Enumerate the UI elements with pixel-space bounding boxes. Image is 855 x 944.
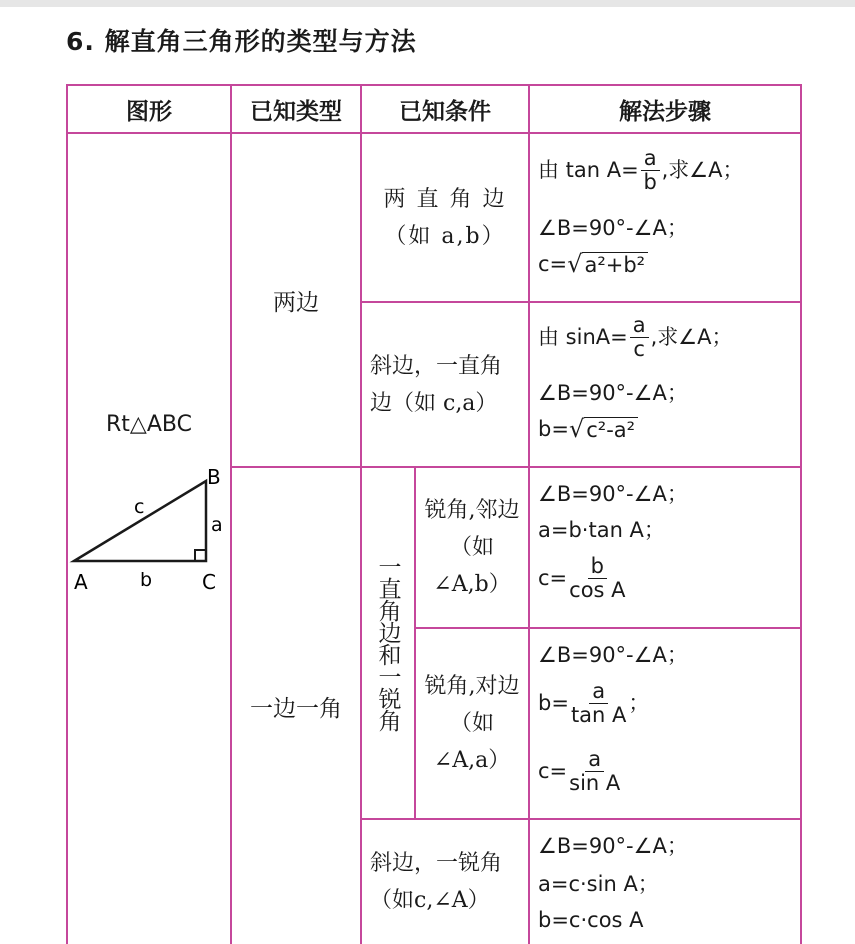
solution-table [66, 84, 802, 944]
solution-line: a=b·tan A； [538, 518, 665, 542]
side-c-label: c [134, 496, 145, 518]
solution-row2 [530, 303, 800, 466]
square-root [569, 417, 638, 441]
solution-text: b= [538, 691, 569, 715]
right-angle-mark [195, 550, 206, 561]
numerator: a [641, 148, 660, 171]
radical-sign: √ [567, 250, 583, 278]
solution-text: c= [538, 566, 568, 590]
condition-row2: 斜边，一直角边（如 c,a） [370, 353, 503, 416]
solution-line: ∠B=90°-∠A； [538, 482, 688, 506]
fraction [571, 681, 626, 726]
solution-line: ∠B=90°-∠A； [538, 834, 688, 858]
solution-text: ,求∠A； [650, 325, 733, 349]
section-title: 6. 解直角三角形的类型与方法 [66, 27, 417, 56]
solution-line [538, 417, 638, 441]
header-known-condition: 已知条件 [399, 98, 491, 125]
condition-row5: 斜边，一锐角（如c,∠A） [370, 851, 503, 913]
solution-row1 [530, 134, 800, 301]
solution-text: b= [538, 416, 569, 441]
header-figure: 图形 [126, 98, 172, 125]
numerator: a [630, 315, 649, 338]
solution-text: c= [538, 251, 568, 276]
column-divider [414, 466, 416, 818]
figure-label: Rt△ABC [106, 411, 192, 437]
sub-type-cell [362, 468, 414, 818]
table-border-right [800, 84, 802, 944]
solution-line [538, 148, 743, 193]
fraction [569, 556, 625, 601]
header-known-type: 已知类型 [250, 98, 342, 125]
solution-line [538, 556, 628, 601]
solution-line: b=c·cos A [538, 908, 644, 932]
denominator: tan A [570, 703, 627, 727]
fraction [641, 148, 660, 193]
side-a-label: a [211, 514, 223, 536]
solution-row3 [530, 468, 800, 627]
solution-line [538, 315, 732, 360]
solution-line: a=c·sin A； [538, 872, 659, 896]
radicand: a²+b² [582, 252, 648, 276]
numerator: a [589, 681, 608, 704]
denominator: c [633, 337, 645, 361]
radical-sign: √ [568, 415, 585, 443]
type-two-sides: 两边 [273, 289, 319, 316]
solution-line: ∠B=90°-∠A； [538, 643, 688, 667]
solution-text: ,求∠A； [661, 158, 744, 182]
solution-line: ∠B=90°-∠A； [538, 381, 688, 405]
header-solution-steps: 解法步骤 [619, 98, 711, 125]
solution-line: ∠B=90°-∠A； [538, 216, 688, 240]
fraction [569, 749, 620, 794]
numerator: a [585, 749, 604, 772]
vertex-b-label: B [207, 465, 221, 489]
solution-row5 [530, 820, 800, 944]
radicand: c²-a² [584, 417, 638, 441]
condition-row1: 两 直 角 边 （如 a,b） [383, 186, 507, 249]
solution-row4 [530, 629, 800, 818]
top-bar [0, 0, 855, 7]
triangle-shape [74, 481, 206, 561]
denominator: cos A [569, 578, 626, 602]
denominator: b [643, 170, 657, 194]
solution-line [538, 681, 649, 726]
type-side-angle: 一边一角 [250, 695, 342, 722]
numerator: b [588, 556, 607, 579]
right-triangle-diagram [68, 464, 230, 604]
solution-text: c= [538, 759, 568, 783]
solution-text: ； [628, 691, 650, 715]
square-root [567, 252, 648, 276]
fraction [630, 315, 649, 360]
condition-row4: 锐角,对边（如∠A,a） [424, 674, 520, 773]
sub-type-label: 一直角边和一锐角 [374, 555, 401, 731]
condition-row3: 锐角,邻边（如∠A,b） [424, 498, 520, 597]
denominator: sin A [569, 771, 621, 795]
vertex-c-label: C [202, 570, 216, 594]
side-b-label: b [140, 569, 153, 591]
solution-text: 由 tan A= [538, 158, 639, 182]
solution-line [538, 749, 622, 794]
solution-text: 由 sinA= [538, 325, 628, 349]
solution-line [538, 252, 648, 276]
vertex-a-label: A [74, 570, 88, 594]
